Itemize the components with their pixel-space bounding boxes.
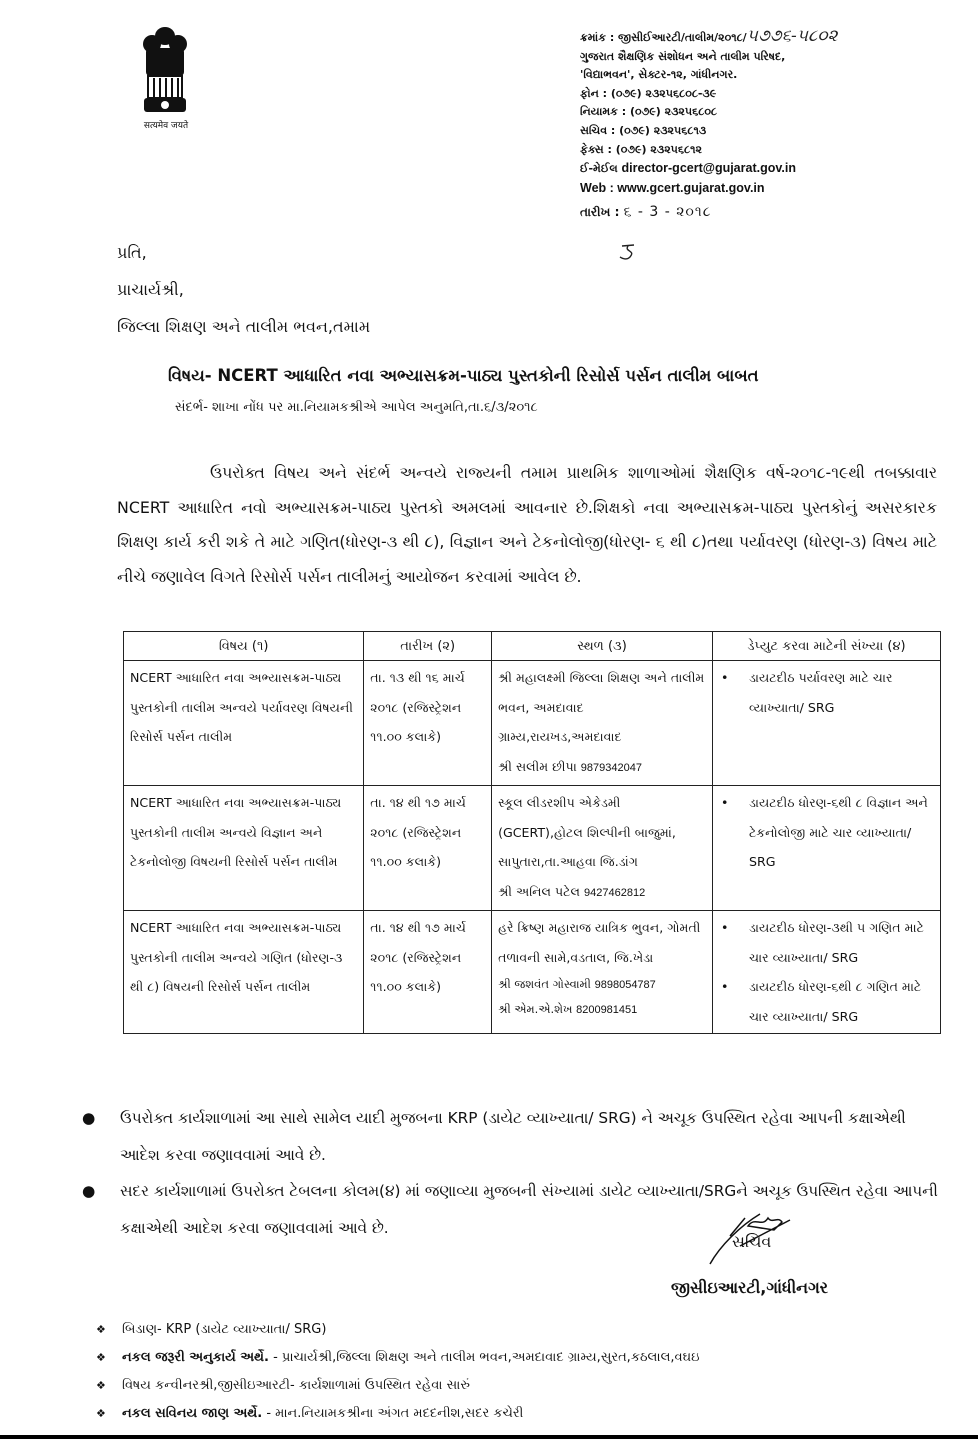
column-header-date: તારીખ (૨) <box>364 632 492 661</box>
email-label: ઈ-મેઈલ <box>580 162 618 176</box>
diamond-bullet-icon: ❖ <box>96 1407 106 1420</box>
table-row <box>124 786 941 911</box>
page-bottom-rule <box>0 1435 978 1439</box>
addressee-office: જિલ્લા શિક્ષણ અને તાલીમ ભવન,તમામ <box>117 317 371 336</box>
column-header-subject: વિષય (૧) <box>124 632 364 661</box>
cell-deputation <box>712 661 940 786</box>
copy-item <box>96 1316 956 1344</box>
email-link[interactable]: director-gcert@gujarat.gov.in <box>621 161 796 176</box>
cell-venue <box>492 911 713 1034</box>
cell-subject: NCERT આધારિત નવા અભ્યાસક્રમ-પાઠ્ય પુસ્તકોની તાલીમ અન્વયે ગણિત (ધોરણ-૩ થી ૮) વિષયની રિસોર્સ પર્સન તાલીમ <box>124 911 364 1034</box>
cell-deputation <box>712 786 940 911</box>
cell-subject: NCERT આધારિત નવા અભ્યાસક્રમ-પાઠ્ય પુસ્તકોની તાલીમ અન્વયે વિજ્ઞાન અને ટેકનોલોજી વિષયની રિસોર્સ પર્સન તાલીમ <box>124 786 364 911</box>
contact-name: શ્રી એમ.એ.શેખ <box>498 1002 573 1016</box>
date-label: તારીખ : <box>580 205 620 220</box>
copy-text: - પ્રાચાર્યશ્રી,જિલ્લા શિક્ષણ અને તાલીમ ભવન,અમદાવાદ ગ્રામ્ય,સુરત,કઠલાલ,વઘઇ <box>268 1350 700 1365</box>
cell-date: તા. ૧૪ થી ૧૭ માર્ચ ૨૦૧૮ (રજિસ્ટ્રેશન ૧૧.૦૦ કલાકે) <box>364 786 492 911</box>
fax-number: ફેક્સ : (૦૭૯) ૨૩૨૫૬૮૧૨ <box>580 142 702 156</box>
contact-person <box>498 997 706 1022</box>
deputation-item: • ડાયટદીઠ ધોરણ-૩થી ૫ ગણિત માટે ચાર વ્યાખ્યાતા/ SRG <box>719 913 934 972</box>
phone-number: ફોન : (૦૭૯) ૨૩૨૫૬૮૦૮-૩૯ <box>580 86 717 100</box>
emblem-caption: सत्यमेव जयते <box>143 121 189 131</box>
signatory-organization: જીસીઇઆરટી,ગાંધીનગર <box>671 1278 829 1297</box>
diamond-bullet-icon: ❖ <box>96 1379 106 1392</box>
cell-subject: NCERT આધારિત નવા અભ્યાસક્રમ-પાઠ્ય પુસ્તકોની તાલીમ અન્વયે પર્યાવરણ વિષયની રિસોર્સ પર્સન તાલીમ <box>124 661 364 786</box>
copy-label: નકલ સવિનય જાણ અર્થે. <box>122 1406 263 1421</box>
copy-item <box>96 1344 956 1372</box>
web-row <box>580 179 970 198</box>
contact-person <box>498 752 706 784</box>
signatory-title: સચિવ <box>732 1232 772 1251</box>
venue-text: સ્કૂલ લીડરશીપ એકેડમી (GCERT),હોટલ શિલ્પીની બાજુમાં, સાપુતારા,તા.આહવા જિ.ડાંગ <box>498 795 676 869</box>
deputation-item: • ડાયટદીઠ પર્યાવરણ માટે ચાર વ્યાખ્યાતા/ SRG <box>719 663 934 722</box>
cell-venue <box>492 661 713 786</box>
contact-name: શ્રી અનિલ પટેલ <box>498 883 581 899</box>
copy-item <box>96 1400 956 1428</box>
column-header-deputation: ડેપ્યુટ કરવા માટેની સંખ્યા (૪) <box>712 632 940 661</box>
letter-reference: સંદર્ભ- શાખા નોંધ પર મા.નિયામકશ્રીએ આપેલ અનુમતિ,તા.૬/૩/૨૦૧૮ <box>175 400 538 415</box>
instruction-text: ઉપરોક્ત કાર્યશાળામાં આ સાથે સામેલ યાદી મુજબના KRP (ડાયેટ વ્યાખ્યાતા/ SRG) ને અચૂક ઉપસ્થિત રહેવા આપની કક્ષાએથી આદેશ કરવા જણાવવામાં આવે છે. <box>120 1109 906 1164</box>
table-row <box>124 661 941 786</box>
diamond-bullet-icon: ❖ <box>96 1351 106 1364</box>
addressee-to: પ્રતિ, <box>117 243 147 262</box>
initials-mark <box>618 242 648 262</box>
secretary-phone: સચિવ : (૦૭૯) ૨૩૨૫૬૮૧૩ <box>580 123 707 137</box>
copy-label: બિડાણ- <box>122 1322 162 1337</box>
body-paragraph-text: ઉપરોક્ત વિષય અને સંદર્ભ અન્વયે રાજ્યની તમામ પ્રાથમિક શાળાઓમાં શૈક્ષણિક વર્ષ-૨૦૧૮-૧૯થી તબક્કાવાર NCERT આધારિત નવો અભ્યાસક્રમ-પાઠ્ય પુસ્તકો અમલમાં આવનાર છે.શિક્ષકો નવા અભ્યાસક્રમ-પાઠ્ય પુસ્તકોનું અસરકારક શિક્ષણ કાર્ય કરી શકે તે માટે ગણિત(ધોરણ-૩ થી ૮), વિજ્ઞાન અને ટેકનોલોજી(ધોરણ- ૬ થી ૮)તથા પર્યાવરણ (ધોરણ-૩) વિષય માટે નીચે જણાવેલ વિગતે રિસોર્સ પર્સન તાલીમનું આયોજન કરવામાં આવેલ છે. <box>117 463 937 586</box>
table-header-row <box>124 632 941 661</box>
instruction-text: સદર કાર્યશાળામાં ઉપરોક્ત ટેબલના કોલમ(૪) માં જણાવ્યા મુજબની સંખ્યામાં ડાયેટ વ્યાખ્યાતા/SRGને અચૂક ઉપસ્થિત રહેવા આપની કક્ષાએથી આદેશ કરવા જણાવવામાં આવે છે. <box>120 1182 938 1237</box>
copy-text: - માન.નિયામકશ્રીના અંગત મદદનીશ,સદર કચેરી <box>262 1406 524 1421</box>
venue-text: હરે ક્રિષ્ણ મહારાજ યાત્રિક ભુવન, ગોમતી તળાવની સામે,વડતાલ, જિ.ખેડા <box>498 920 701 965</box>
instruction-item <box>82 1100 942 1173</box>
table-row <box>124 911 941 1034</box>
reference-number-row <box>580 27 970 48</box>
handwritten-reference-number: ૫૭૭૬-૫૮૦૨ <box>746 26 838 46</box>
diamond-bullet-icon: ❖ <box>96 1323 106 1336</box>
copy-text: કાર્યશાળામાં ઉપસ્થિત રહેવા સારું <box>294 1378 470 1393</box>
contact-phone: 9879342047 <box>580 761 642 774</box>
contact-name: શ્રી જશવંત ગોસ્વામી <box>498 977 591 991</box>
contact-phone: 9898054787 <box>594 979 656 991</box>
deputation-item: • ડાયટદીઠ ધોરણ-૬થી ૮ વિજ્ઞાન અને ટેકનોલોજી માટે ચાર વ્યાખ્યાતા/ SRG <box>719 788 934 877</box>
web-link[interactable]: www.gcert.gujarat.gov.in <box>617 180 765 195</box>
copy-label: નકલ જરૂરી અનુકાર્ય અર્થે. <box>122 1350 269 1365</box>
letter-subject: વિષય- NCERT આધારિત નવા અભ્યાસક્રમ-પાઠ્ય પુસ્તકોની રિસોર્સ પર્સન તાલીમ બાબત <box>168 366 759 385</box>
body-paragraph <box>117 456 937 594</box>
web-label: Web : <box>580 180 614 195</box>
date-value: ૬ - 3 - ૨૦૧૮ <box>623 204 712 221</box>
copy-item <box>96 1372 956 1400</box>
contact-phone: 8200981451 <box>576 1004 638 1016</box>
addressee-block <box>117 234 370 345</box>
contact-phone: 9427462812 <box>584 886 646 899</box>
contact-person <box>498 877 706 909</box>
copy-distribution-list <box>96 1316 956 1428</box>
bullet-icon: ● <box>82 1182 96 1200</box>
email-row <box>580 159 970 179</box>
venue-text: શ્રી મહાલક્ષ્મી જિલ્લા શિક્ષણ અને તાલીમ ભવન, અમદાવાદ ગ્રામ્ય,રાયખડ,અમદાવાદ <box>498 670 705 744</box>
cell-date: તા. ૧૪ થી ૧૭ માર્ચ ૨૦૧૮ (રજિસ્ટ્રેશન ૧૧.૦૦ કલાકે) <box>364 911 492 1034</box>
ashoka-emblem-icon <box>130 22 200 132</box>
letterhead <box>580 27 970 222</box>
director-phone: નિયામક : (૦૭૯) ૨૩૨૫૬૮૦૮ <box>580 105 717 119</box>
organization-name: ગુજરાત શૈક્ષણિક સંશોધન અને તાલીમ પરિષદ, <box>580 49 786 63</box>
copy-label: વિષય કન્વીનરશ્રી,જીસીઇઆરટી- <box>122 1378 295 1393</box>
cell-deputation <box>712 911 940 1034</box>
contact-name: શ્રી સલીમ છીપા <box>498 758 577 774</box>
cell-venue <box>492 786 713 911</box>
reference-number-label: ક્રમાંક : જીસીઈઆરટી/તાલીમ/૨૦૧૮/ <box>580 31 747 44</box>
bullet-icon: ● <box>82 1109 96 1127</box>
training-schedule-table <box>123 631 941 1034</box>
copy-text: KRP (ડાયેટ વ્યાખ્યાતા/ SRG) <box>161 1322 327 1337</box>
addressee-title: પ્રાચાર્યશ્રી, <box>117 280 184 299</box>
organization-address: 'વિદ્યાભવન', સેક્ટર-૧૨, ગાંધીનગર. <box>580 68 738 82</box>
column-header-venue: સ્થળ (૩) <box>492 632 713 661</box>
deputation-item: • ડાયટદીઠ ધોરણ-૬થી ૮ ગણિત માટે ચાર વ્યાખ્યાતા/ SRG <box>719 972 934 1031</box>
date-row <box>580 203 970 222</box>
contact-person <box>498 972 706 997</box>
cell-date: તા. ૧૩ થી ૧૬ માર્ચ ૨૦૧૮ (રજિસ્ટ્રેશન ૧૧.૦૦ કલાકે) <box>364 661 492 786</box>
